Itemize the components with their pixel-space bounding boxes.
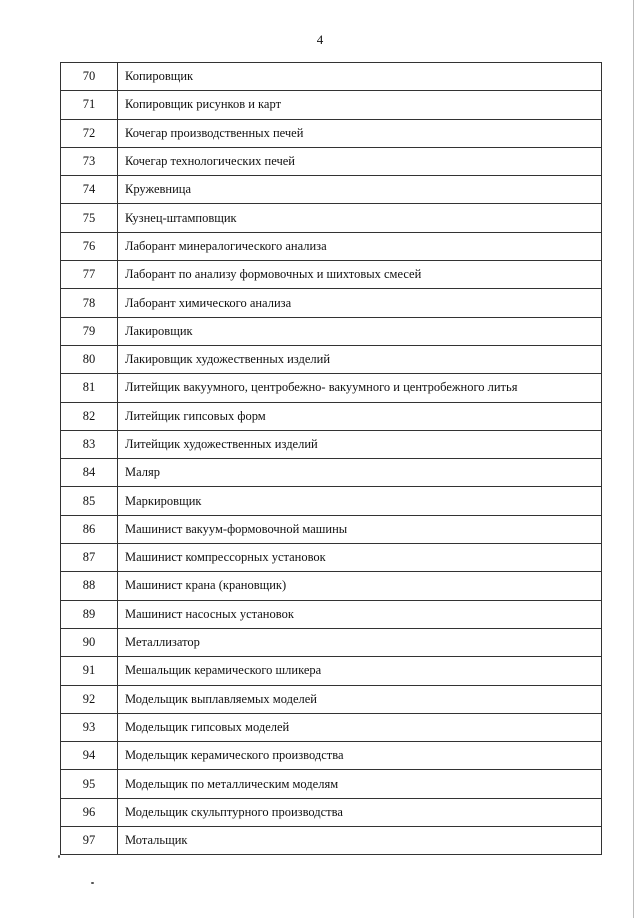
table-row <box>61 544 602 572</box>
profession-name: Модельщик скульптурного производства <box>118 798 602 826</box>
row-number: 77 <box>61 261 118 289</box>
row-number: 90 <box>61 628 118 656</box>
table-row <box>61 261 602 289</box>
row-number: 84 <box>61 459 118 487</box>
scan-edge-line <box>633 0 634 918</box>
profession-name: Лакировщик художественных изделий <box>118 345 602 373</box>
row-number: 94 <box>61 742 118 770</box>
row-number: 74 <box>61 176 118 204</box>
row-number: 92 <box>61 685 118 713</box>
table-row <box>61 713 602 741</box>
table-row <box>61 317 602 345</box>
table-row <box>61 798 602 826</box>
scan-speck <box>91 882 94 884</box>
row-number: 97 <box>61 827 118 855</box>
profession-name: Литейщик гипсовых форм <box>118 402 602 430</box>
table-row <box>61 600 602 628</box>
table-row <box>61 91 602 119</box>
table-row <box>61 827 602 855</box>
row-number: 91 <box>61 657 118 685</box>
row-number: 96 <box>61 798 118 826</box>
table-row <box>61 204 602 232</box>
row-number: 76 <box>61 232 118 260</box>
table-row <box>61 572 602 600</box>
profession-name: Маляр <box>118 459 602 487</box>
row-number: 93 <box>61 713 118 741</box>
table-row <box>61 176 602 204</box>
table-row <box>61 770 602 798</box>
profession-name: Кружевница <box>118 176 602 204</box>
row-number: 87 <box>61 544 118 572</box>
table-row <box>61 487 602 515</box>
profession-name: Машинист крана (крановщик) <box>118 572 602 600</box>
profession-name: Копировщик рисунков и карт <box>118 91 602 119</box>
profession-name: Модельщик гипсовых моделей <box>118 713 602 741</box>
table-row <box>61 63 602 91</box>
page-number: 4 <box>316 32 324 47</box>
profession-name: Лакировщик <box>118 317 602 345</box>
profession-name: Кочегар производственных печей <box>118 119 602 147</box>
profession-name: Литейщик вакуумного, центробежно- вакуумного и центробежного литья <box>118 374 602 402</box>
row-number: 79 <box>61 317 118 345</box>
table-row <box>61 119 602 147</box>
table-row <box>61 459 602 487</box>
row-number: 88 <box>61 572 118 600</box>
row-number: 72 <box>61 119 118 147</box>
profession-name: Кочегар технологических печей <box>118 147 602 175</box>
row-number: 70 <box>61 63 118 91</box>
row-number: 78 <box>61 289 118 317</box>
row-number: 81 <box>61 374 118 402</box>
row-number: 83 <box>61 430 118 458</box>
profession-name: Литейщик художественных изделий <box>118 430 602 458</box>
table-row <box>61 374 602 402</box>
profession-name: Модельщик по металлическим моделям <box>118 770 602 798</box>
table-row <box>61 742 602 770</box>
table-row <box>61 515 602 543</box>
profession-name: Металлизатор <box>118 628 602 656</box>
table-row <box>61 289 602 317</box>
profession-name: Машинист вакуум-формовочной машины <box>118 515 602 543</box>
profession-name: Лаборант минералогического анализа <box>118 232 602 260</box>
profession-name: Машинист компрессорных установок <box>118 544 602 572</box>
row-number: 82 <box>61 402 118 430</box>
row-number: 95 <box>61 770 118 798</box>
row-number: 86 <box>61 515 118 543</box>
profession-name: Модельщик выплавляемых моделей <box>118 685 602 713</box>
profession-table <box>60 62 602 855</box>
row-number: 75 <box>61 204 118 232</box>
scan-speck <box>58 855 60 858</box>
profession-name: Кузнец-штамповщик <box>118 204 602 232</box>
profession-name: Мешальщик керамического шликера <box>118 657 602 685</box>
table-row <box>61 628 602 656</box>
profession-name: Мотальщик <box>118 827 602 855</box>
profession-name: Маркировщик <box>118 487 602 515</box>
row-number: 89 <box>61 600 118 628</box>
profession-name: Лаборант по анализу формовочных и шихтовых смесей <box>118 261 602 289</box>
table-row <box>61 232 602 260</box>
row-number: 71 <box>61 91 118 119</box>
profession-name: Лаборант химического анализа <box>118 289 602 317</box>
table-row <box>61 345 602 373</box>
table-row <box>61 402 602 430</box>
table-row <box>61 657 602 685</box>
table-body <box>61 63 602 855</box>
row-number: 85 <box>61 487 118 515</box>
profession-name: Машинист насосных установок <box>118 600 602 628</box>
table-row <box>61 685 602 713</box>
profession-name: Копировщик <box>118 63 602 91</box>
table-row <box>61 147 602 175</box>
row-number: 80 <box>61 345 118 373</box>
table-row <box>61 430 602 458</box>
profession-name: Модельщик керамического производства <box>118 742 602 770</box>
row-number: 73 <box>61 147 118 175</box>
